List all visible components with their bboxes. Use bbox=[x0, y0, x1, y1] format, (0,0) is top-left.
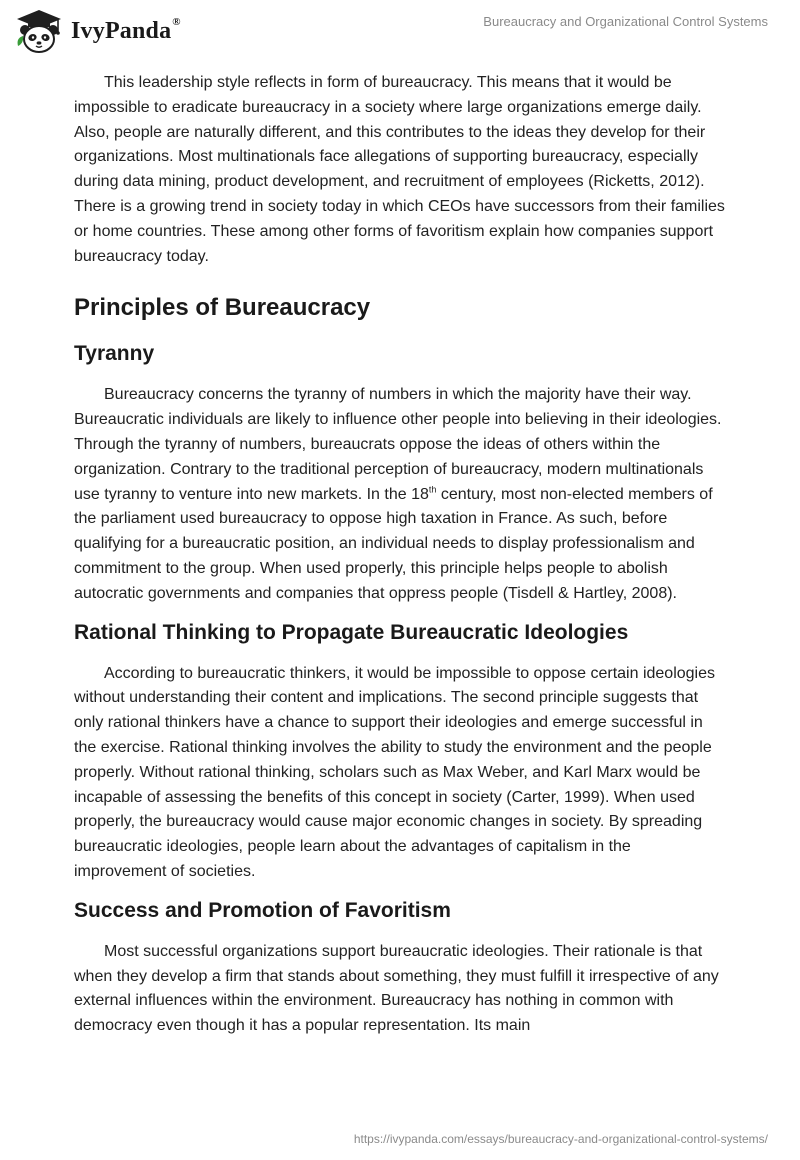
rational-thinking-heading: Rational Thinking to Propagate Bureaucratic Ideologies bbox=[74, 620, 629, 644]
tyranny-paragraph: Bureaucracy concerns the tyranny of numbers in which the majority have their way. Bureaucratic individuals are likely to influence other people into believing in their ideologies. Through the tyranny of numbers, bureaucrats oppose the ideas of others within the organization. Contrary to the traditional perception of bureaucracy, modern multinationals use tyranny to venture into new markets. In the 18th century, most non-elected members of the parliament used bureaucracy to oppose high taxation in France. As such, before qualifying for a bureaucratic position, an individual needs to display professionalism and commitment to the group. When used properly, this principle helps people to abolish autocratic governments and companies that oppress people (Tisdell & Hartley, 2008). bbox=[74, 386, 722, 602]
success-favoritism-paragraph: Most successful organizations support bureaucratic ideologies. Their rationale is that when they develop a firm that stands about something, they must fulfill it irrespective of any external influences within the environment. Bureaucracy has nothing in common with democracy even though it has a popular representation. Its main bbox=[74, 942, 719, 1035]
essay-body bbox=[74, 71, 726, 1039]
panda-graduate-icon bbox=[14, 8, 64, 54]
section-heading: Principles of Bureaucracy bbox=[74, 294, 371, 322]
success-favoritism-heading: Success and Promotion of Favoritism bbox=[74, 898, 451, 922]
page-header bbox=[0, 0, 800, 60]
site-logo[interactable] bbox=[14, 8, 181, 54]
superscript-th: th bbox=[428, 484, 437, 495]
source-url[interactable]: https://ivypanda.com/essays/bureaucracy-and-organizational-control-systems/ bbox=[353, 1132, 768, 1146]
tyranny-heading: Tyranny bbox=[74, 342, 155, 366]
document-title: Bureaucracy and Organizational Control Systems bbox=[483, 14, 768, 29]
registered-mark: ® bbox=[172, 15, 181, 28]
brand-name: IvyPanda® bbox=[71, 15, 181, 44]
intro-paragraph: This leadership style reflects in form of bureaucracy. This means that it would be impossible to eradicate bureaucracy in a society where large organizations emerge daily. Also, people are naturally different, and this contributes to the ideas they develop for their organizations. Most multinationals face allegations of supporting bureaucracy, especially during data mining, product development, and recruitment of employees (Ricketts, 2012). There is a growing trend in society today in which CEOs have successors from their families or home countries. These among other forms of favoritism explain how companies support bureaucracy today. bbox=[74, 74, 725, 265]
rational-thinking-paragraph: According to bureaucratic thinkers, it would be impossible to oppose certain ideologies without understanding their content and implications. The second principle suggests that only rational thinkers have a chance to support their ideologies and emerge successful in the exercise. Rational thinking involves the ability to study the environment and the people properly. Without rational thinking, scholars such as Max Weber, and Karl Marx would be incapable of assessing the benefits of this concept in society (Carter, 1999). When used properly, the bureaucracy would cause major economic changes in society. By spreading bureaucratic ideologies, people learn about the advantages of capitalism in the improvement of societies. bbox=[74, 664, 716, 880]
